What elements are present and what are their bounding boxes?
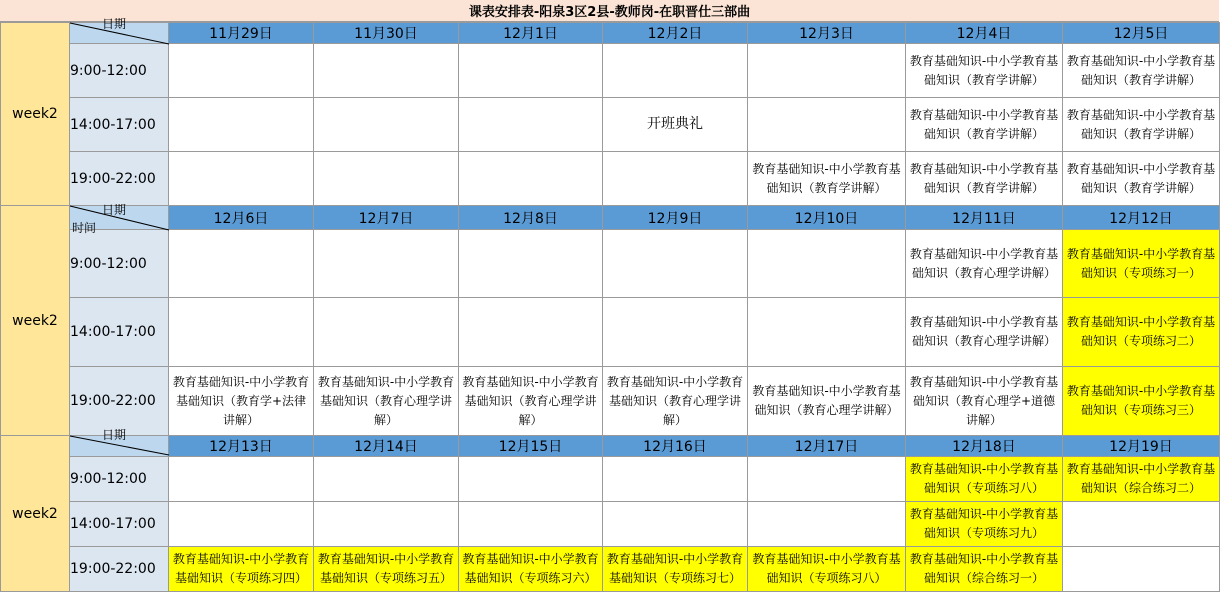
session-text: 开班典礼 <box>647 116 703 132</box>
date-time-corner <box>70 17 169 44</box>
schedule-title: 课表安排表-阳泉3区2县-教师岗-在职晋仕三部曲 <box>0 0 1219 22</box>
time-slot-label: 14:00-17:00 <box>70 298 169 367</box>
time-slot-label: 9:00-12:00 <box>70 457 169 502</box>
empty-session-cell[interactable] <box>603 44 748 98</box>
class-session-cell[interactable] <box>906 547 1063 592</box>
session-text: 教育基础知识-中小学教育基础知识（教育学讲解） <box>909 161 1059 195</box>
class-session-cell[interactable] <box>1063 298 1220 367</box>
empty-session-cell[interactable] <box>169 152 314 206</box>
class-session-cell[interactable] <box>169 367 314 436</box>
date-header: 12月9日 <box>603 206 748 230</box>
session-text: 教育基础知识-中小学教育基础知识（专项练习四） <box>172 552 310 585</box>
session-text: 教育基础知识-中小学教育基础知识（教育心理学讲解） <box>752 384 901 417</box>
session-text: 教育基础知识-中小学教育基础知识（教育心理学+道德讲解） <box>909 374 1059 427</box>
session-text: 教育基础知识-中小学教育基础知识（教育心理学讲解） <box>606 374 744 427</box>
time-slot-label: 14:00-17:00 <box>70 502 169 547</box>
class-session-cell[interactable] <box>603 367 748 436</box>
empty-session-cell[interactable] <box>314 502 459 547</box>
class-session-cell[interactable] <box>603 98 748 152</box>
empty-session-cell[interactable] <box>314 457 459 502</box>
week-label: week2 <box>1 23 70 206</box>
empty-session-cell[interactable] <box>748 502 906 547</box>
date-header: 12月2日 <box>603 23 748 44</box>
date-time-corner <box>70 428 169 457</box>
time-slot-label: 19:00-22:00 <box>70 547 169 592</box>
date-header: 12月10日 <box>748 206 906 230</box>
empty-session-cell[interactable] <box>459 502 603 547</box>
time-slot-row <box>1 502 1220 547</box>
empty-session-cell[interactable] <box>459 457 603 502</box>
time-slot-label: 9:00-12:00 <box>70 230 169 298</box>
empty-session-cell[interactable] <box>169 298 314 367</box>
week-header-row <box>1 436 1220 457</box>
date-header: 11月29日 <box>169 23 314 44</box>
session-text: 教育基础知识-中小学教育基础知识（专项练习八） <box>909 462 1059 495</box>
class-session-cell[interactable] <box>906 98 1063 152</box>
time-slot-row <box>1 230 1220 298</box>
empty-session-cell[interactable] <box>603 230 748 298</box>
week-label: week2 <box>1 436 70 592</box>
empty-session-cell[interactable] <box>603 152 748 206</box>
session-text: 教育基础知识-中小学教育基础知识（教育心理学讲解） <box>909 246 1059 280</box>
empty-session-cell[interactable] <box>459 44 603 98</box>
class-session-cell[interactable] <box>906 502 1063 547</box>
class-session-cell[interactable] <box>906 44 1063 98</box>
class-session-cell[interactable] <box>906 457 1063 502</box>
class-session-cell[interactable] <box>459 547 603 592</box>
date-header: 12月17日 <box>748 436 906 457</box>
session-text: 教育基础知识-中小学教育基础知识（综合练习一） <box>909 552 1059 585</box>
time-slot-row <box>1 152 1220 206</box>
week-header-row <box>1 206 1220 230</box>
time-slot-row <box>1 547 1220 592</box>
session-text: 教育基础知识-中小学教育基础知识（教育学讲解） <box>1066 107 1216 141</box>
time-slot-row <box>1 98 1220 152</box>
empty-session-cell[interactable] <box>1063 547 1220 592</box>
time-slot-row <box>1 457 1220 502</box>
empty-session-cell[interactable] <box>314 230 459 298</box>
date-header: 12月12日 <box>1063 206 1220 230</box>
empty-session-cell[interactable] <box>169 457 314 502</box>
date-header: 12月13日 <box>169 436 314 457</box>
class-session-cell[interactable] <box>1063 367 1220 436</box>
time-slot-label: 19:00-22:00 <box>70 367 169 436</box>
session-text: 教育基础知识-中小学教育基础知识（教育学讲解） <box>909 53 1059 87</box>
class-session-cell[interactable] <box>1063 152 1220 206</box>
empty-session-cell[interactable] <box>459 298 603 367</box>
session-text: 教育基础知识-中小学教育基础知识（专项练习二） <box>1066 315 1216 348</box>
session-text: 教育基础知识-中小学教育基础知识（教育心理学讲解） <box>462 374 599 427</box>
date-header: 12月14日 <box>314 436 459 457</box>
empty-session-cell[interactable] <box>748 457 906 502</box>
date-header: 12月8日 <box>459 206 603 230</box>
session-text: 教育基础知识-中小学教育基础知识（专项练习三） <box>1066 384 1216 417</box>
week-label: week2 <box>1 206 70 436</box>
class-session-cell[interactable] <box>169 547 314 592</box>
class-session-cell[interactable] <box>1063 98 1220 152</box>
date-time-corner <box>70 203 169 235</box>
date-header: 12月18日 <box>906 436 1063 457</box>
session-text: 教育基础知识-中小学教育基础知识（专项练习七） <box>606 552 744 585</box>
empty-session-cell[interactable] <box>748 230 906 298</box>
empty-session-cell[interactable] <box>314 98 459 152</box>
time-slot-label: 14:00-17:00 <box>70 98 169 152</box>
empty-session-cell[interactable] <box>748 98 906 152</box>
class-session-cell[interactable] <box>748 152 906 206</box>
date-header: 12月6日 <box>169 206 314 230</box>
corner-date-label: 日期 <box>102 17 127 31</box>
empty-session-cell[interactable] <box>603 298 748 367</box>
date-header: 12月4日 <box>906 23 1063 44</box>
empty-session-cell[interactable] <box>169 44 314 98</box>
time-slot-row <box>1 298 1220 367</box>
class-session-cell[interactable] <box>748 547 906 592</box>
empty-session-cell[interactable] <box>459 152 603 206</box>
date-header: 12月16日 <box>603 436 748 457</box>
empty-session-cell[interactable] <box>169 502 314 547</box>
empty-session-cell[interactable] <box>169 230 314 298</box>
schedule-table <box>0 17 1220 592</box>
class-session-cell[interactable] <box>1063 457 1220 502</box>
date-header: 11月30日 <box>314 23 459 44</box>
week-header-row <box>1 23 1220 44</box>
session-text: 教育基础知识-中小学教育基础知识（教育心理学讲解） <box>317 374 455 427</box>
date-header: 12月19日 <box>1063 436 1220 457</box>
time-slot-row <box>1 44 1220 98</box>
empty-session-cell[interactable] <box>603 457 748 502</box>
date-header: 12月11日 <box>906 206 1063 230</box>
time-slot-label: 19:00-22:00 <box>70 152 169 206</box>
time-slot-row <box>1 367 1220 436</box>
session-text: 教育基础知识-中小学教育基础知识（专项练习八） <box>752 552 901 585</box>
class-session-cell[interactable] <box>906 230 1063 298</box>
session-text: 教育基础知识-中小学教育基础知识（专项练习一） <box>1066 246 1216 280</box>
session-text: 教育基础知识-中小学教育基础知识（专项练习五） <box>317 552 455 585</box>
class-session-cell[interactable] <box>1063 44 1220 98</box>
class-session-cell[interactable] <box>314 367 459 436</box>
class-session-cell[interactable] <box>906 152 1063 206</box>
session-text: 教育基础知识-中小学教育基础知识（专项练习六） <box>462 552 599 585</box>
session-text: 教育基础知识-中小学教育基础知识（教育学讲解） <box>1066 53 1216 87</box>
empty-session-cell[interactable] <box>459 230 603 298</box>
class-session-cell[interactable] <box>748 367 906 436</box>
class-session-cell[interactable] <box>603 547 748 592</box>
date-header: 12月1日 <box>459 23 603 44</box>
date-header: 12月5日 <box>1063 23 1220 44</box>
session-text: 教育基础知识-中小学教育基础知识（教育学讲解） <box>1066 161 1216 195</box>
session-text: 教育基础知识-中小学教育基础知识（教育学+法律讲解） <box>172 374 310 427</box>
date-header: 12月3日 <box>748 23 906 44</box>
class-session-cell[interactable] <box>459 367 603 436</box>
empty-session-cell[interactable] <box>603 502 748 547</box>
session-text: 教育基础知识-中小学教育基础知识（教育心理学讲解） <box>909 315 1059 348</box>
date-header: 12月15日 <box>459 436 603 457</box>
class-session-cell[interactable] <box>906 298 1063 367</box>
class-session-cell[interactable] <box>314 547 459 592</box>
session-text: 教育基础知识-中小学教育基础知识（教育学讲解） <box>909 107 1059 141</box>
empty-session-cell[interactable] <box>314 298 459 367</box>
class-session-cell[interactable] <box>906 367 1063 436</box>
empty-session-cell[interactable] <box>748 44 906 98</box>
session-text: 教育基础知识-中小学教育基础知识（专项练习九） <box>909 507 1059 540</box>
empty-session-cell[interactable] <box>459 98 603 152</box>
empty-session-cell[interactable] <box>748 298 906 367</box>
session-text: 教育基础知识-中小学教育基础知识（综合练习二） <box>1066 462 1216 495</box>
corner-time-label: 时间 <box>72 221 97 235</box>
empty-session-cell[interactable] <box>314 152 459 206</box>
time-slot-label: 9:00-12:00 <box>70 44 169 98</box>
empty-session-cell[interactable] <box>169 98 314 152</box>
corner-date-label: 日期 <box>102 203 127 217</box>
empty-session-cell[interactable] <box>1063 502 1220 547</box>
empty-session-cell[interactable] <box>314 44 459 98</box>
corner-date-label: 日期 <box>102 428 127 442</box>
session-text: 教育基础知识-中小学教育基础知识（教育学讲解） <box>752 161 901 195</box>
class-session-cell[interactable] <box>1063 230 1220 298</box>
date-header: 12月7日 <box>314 206 459 230</box>
